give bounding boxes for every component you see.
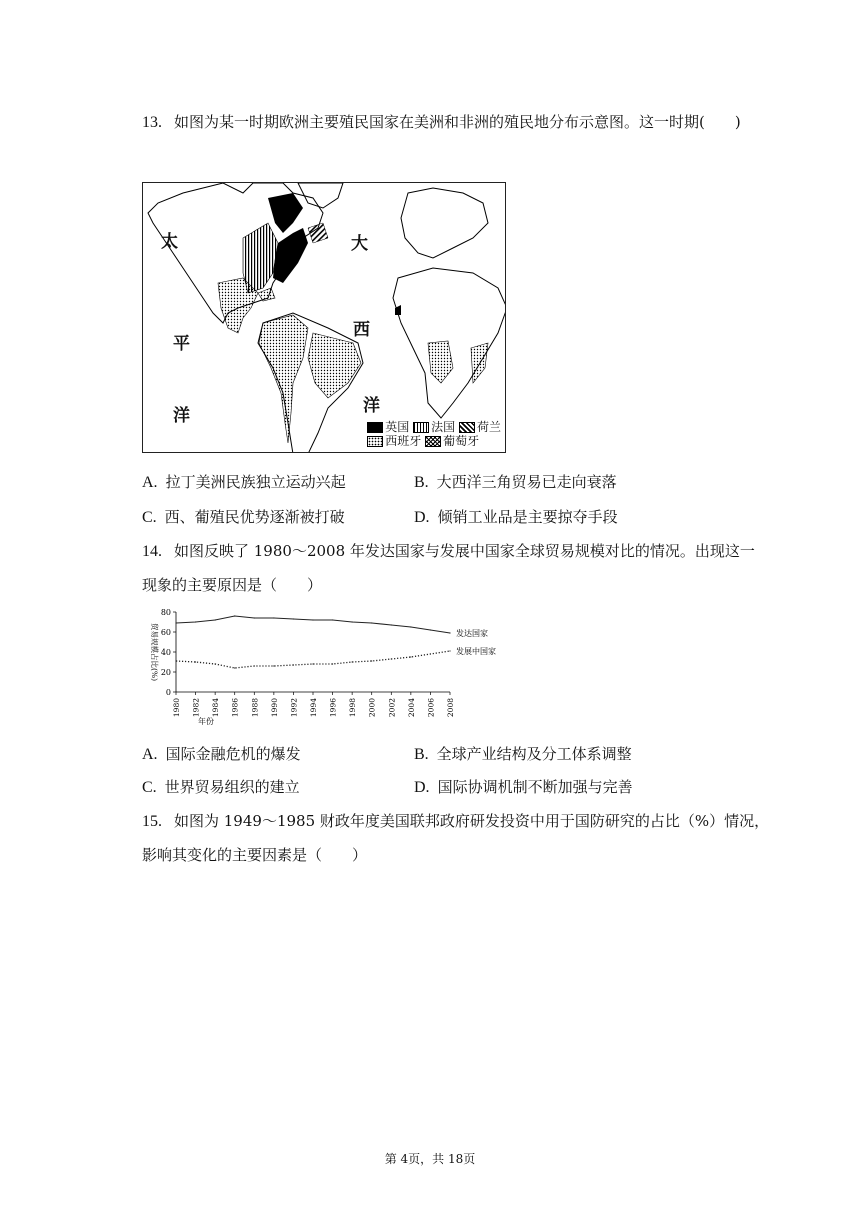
q15-stem-line2: 影响其变化的主要因素是（ ） <box>142 846 368 864</box>
q14-stem-line1 <box>142 541 755 562</box>
q13-option-a[interactable] <box>142 472 346 493</box>
x-tick-label: 1998 <box>348 698 358 718</box>
q13-option-d-text: 倾销工业品是主要掠夺手段 <box>437 508 618 526</box>
q13-option-a-letter: A. <box>142 474 158 491</box>
data-point <box>410 656 411 657</box>
data-point <box>215 619 216 620</box>
legend-england: 英国 <box>385 420 410 434</box>
data-point <box>449 632 450 633</box>
data-point <box>332 619 333 620</box>
q13-option-c[interactable] <box>142 507 345 528</box>
x-tick-label: 2002 <box>387 698 397 718</box>
q13-option-c-text: 西、葡殖民优势逐渐被打破 <box>164 508 345 526</box>
data-point <box>391 658 392 659</box>
q14-option-a-text: 国际金融危机的爆发 <box>165 745 301 763</box>
y-tick-label: 60 <box>160 628 171 637</box>
africa-outline <box>393 268 506 418</box>
portuguese-angola <box>428 341 453 383</box>
x-tick-label: 1982 <box>191 698 201 718</box>
data-point <box>273 617 274 618</box>
data-point <box>195 661 196 662</box>
x-tick-label: 1992 <box>289 698 299 718</box>
x-tick-label: 2006 <box>426 698 436 718</box>
data-point <box>352 661 353 662</box>
y-axis-label: 贸易规模占比(%) <box>150 623 159 681</box>
data-point <box>175 622 176 623</box>
spanish-south-america <box>259 315 308 443</box>
map-figure <box>143 183 506 453</box>
y-tick-label: 20 <box>160 668 171 677</box>
page-footer: 第 4页，共 18页 <box>384 1152 476 1166</box>
legend-swatch-portugal <box>425 436 441 447</box>
q15-stem-text-1: 如图为 1949～1985 财政年度美国联邦政府研发投资中用于国防研究的占比（%）情况， <box>174 812 770 830</box>
y-tick-label: 40 <box>160 648 171 657</box>
data-point <box>195 621 196 622</box>
ocean-label-xi: 西 <box>353 320 370 340</box>
x-tick-label: 2000 <box>367 698 377 718</box>
series-label: 发达国家 <box>456 629 488 638</box>
data-point <box>293 664 294 665</box>
series-line-developing <box>176 651 450 668</box>
q14-option-b-letter: B. <box>414 746 429 763</box>
x-tick-label: 1980 <box>172 698 181 718</box>
q13-option-b[interactable] <box>414 472 617 493</box>
data-point <box>254 617 255 618</box>
ocean-label-da: 大 <box>351 234 368 254</box>
data-point <box>391 624 392 625</box>
data-point <box>293 618 294 619</box>
legend-swatch-netherlands <box>459 422 475 433</box>
q14-option-c[interactable] <box>142 777 300 798</box>
q14-stem-text-1: 如图反映了 1980～2008 年发达国家与发展中国家全球贸易规模对比的情况。出现这一 <box>174 542 755 560</box>
data-point <box>175 660 176 661</box>
ocean-label-yang-atlantic: 洋 <box>363 396 380 416</box>
x-tick-label: 1996 <box>328 698 338 718</box>
q14-option-d[interactable] <box>414 777 633 798</box>
x-tick-label: 1986 <box>230 698 240 718</box>
q14-option-a[interactable] <box>142 744 301 765</box>
legend-france: 法国 <box>431 420 456 434</box>
data-point <box>410 626 411 627</box>
dutch-territory <box>308 223 328 243</box>
x-tick-label: 2004 <box>406 698 416 718</box>
series-line-developed <box>176 616 450 633</box>
q14-option-b[interactable] <box>414 744 632 765</box>
caribbean-outline <box>258 288 275 301</box>
data-point <box>312 663 313 664</box>
data-point <box>215 663 216 664</box>
q13-option-d-letter: D. <box>414 509 430 526</box>
q14-option-d-letter: D. <box>414 779 430 796</box>
x-tick-label: 1988 <box>250 698 260 718</box>
q13-option-b-text: 大西洋三角贸易已走向衰落 <box>436 473 617 491</box>
map-legend <box>367 420 501 448</box>
y-tick-label: 0 <box>165 688 171 697</box>
q13-number: 13. <box>142 114 162 131</box>
q13-option-a-text: 拉丁美洲民族独立运动兴起 <box>165 473 346 491</box>
europe-outline <box>401 188 488 258</box>
q14-option-c-text: 世界贸易组织的建立 <box>164 778 300 796</box>
legend-swatch-france <box>413 422 429 433</box>
ocean-label-yang-pacific: 洋 <box>173 406 190 426</box>
legend-spain: 西班牙 <box>385 434 422 448</box>
q14-option-b-text: 全球产业结构及分工体系调整 <box>436 745 632 763</box>
legend-swatch-england <box>367 422 383 433</box>
x-tick-label: 1990 <box>269 698 279 718</box>
q15-number: 15. <box>142 813 162 830</box>
english-coast <box>273 228 308 283</box>
series-label: 发展中国家 <box>456 647 496 656</box>
data-point <box>254 665 255 666</box>
data-point <box>234 615 235 616</box>
english-territory <box>268 193 303 233</box>
q15-stem-line1 <box>142 811 769 832</box>
q14-option-d-text: 国际协调机制不断加强与完善 <box>437 778 633 796</box>
q13-stem-text: 如图为某一时期欧洲主要殖民国家在美洲和非洲的殖民地分布示意图。这一时期( ) <box>174 113 741 131</box>
data-point <box>352 621 353 622</box>
portuguese-mozambique <box>471 343 488 383</box>
q14-number: 14. <box>142 543 162 560</box>
data-point <box>430 629 431 630</box>
data-point <box>234 667 235 668</box>
q14-stem-line2: 现象的主要原因是（ ） <box>142 576 323 594</box>
ocean-label-tai: 太 <box>161 232 178 252</box>
x-tick-label: 1994 <box>309 698 318 718</box>
portuguese-brazil <box>308 333 361 398</box>
q13-option-c-letter: C. <box>142 509 157 526</box>
q14-option-a-letter: A. <box>142 746 158 763</box>
data-point <box>371 660 372 661</box>
q13-stem <box>142 112 741 133</box>
legend-swatch-spain <box>367 436 383 447</box>
colonial-map <box>142 182 506 453</box>
data-point <box>449 650 450 651</box>
x-tick-label: 1984 <box>211 698 221 718</box>
legend-netherlands: 荷兰 <box>476 420 501 434</box>
x-axis-label: 年份 <box>198 717 214 726</box>
greenland-outline <box>298 183 343 208</box>
data-point <box>312 619 313 620</box>
q13-option-d[interactable] <box>414 507 618 528</box>
ocean-label-ping: 平 <box>173 334 190 354</box>
data-point <box>273 665 274 666</box>
y-tick-label: 80 <box>160 608 171 617</box>
trade-share-chart <box>142 606 502 728</box>
q13-option-b-letter: B. <box>414 474 429 491</box>
legend-portugal: 葡萄牙 <box>443 434 480 448</box>
q14-option-c-letter: C. <box>142 779 157 796</box>
data-point <box>371 622 372 623</box>
x-tick-label: 2008 <box>446 698 455 718</box>
data-point <box>332 663 333 664</box>
data-point <box>430 653 431 654</box>
